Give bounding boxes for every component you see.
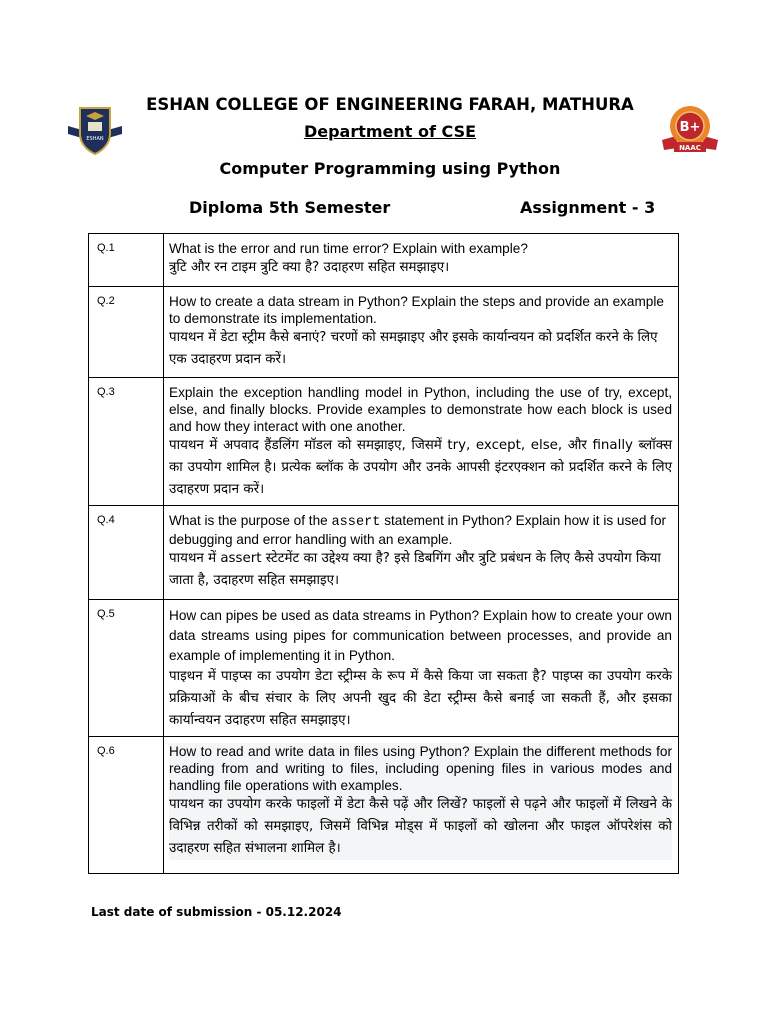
question-english: How to read and write data in files using Python? Explain the different methods for reading from and writing to files, including opening files in various modes and handling file operations with examples. — [169, 744, 672, 793]
question-text — [164, 600, 679, 737]
question-text — [164, 234, 679, 287]
assignment-label: Assignment - 3 — [520, 198, 656, 217]
question-number: Q.4 — [89, 506, 164, 600]
questions-table — [88, 233, 679, 874]
question-number: Q.3 — [89, 378, 164, 506]
question-english-part: What is the purpose of the — [169, 513, 332, 528]
question-text — [164, 378, 679, 506]
question-english: How to create a data stream in Python? Explain the steps and provide an example to demonstrate its implementation. — [169, 294, 664, 326]
submission-deadline: Last date of submission - 05.12.2024 — [91, 905, 342, 919]
question-english-part: statement in Python? Explain how it is used for debugging and error handling with an example. — [169, 513, 667, 547]
question-number: Q.6 — [89, 737, 164, 874]
question-number: Q.5 — [89, 600, 164, 737]
logo-lettering: ESHAN — [86, 136, 104, 142]
question-number: Q.2 — [89, 287, 164, 378]
question-english: What is the error and run time error? Explain with example? — [169, 241, 528, 256]
question-row — [89, 506, 679, 600]
college-name: ESHAN COLLEGE OF ENGINEERING FARAH, MATHURA — [146, 95, 634, 114]
question-text — [164, 287, 679, 378]
code-keyword: assert — [331, 515, 381, 530]
question-hindi: पायथन में assert स्टेटमेंट का उद्देश्य क्या है? इसे डिबगिंग और त्रुटि प्रबंधन के लिए कैसे उपयोग किया जाता है, उदाहरण सहित समझाइए। — [169, 551, 661, 588]
question-row — [89, 378, 679, 506]
svg-text:B+: B+ — [679, 120, 701, 135]
question-row — [89, 737, 679, 874]
question-row — [89, 600, 679, 737]
question-row — [89, 234, 679, 287]
question-english — [169, 512, 672, 548]
question-number: Q.1 — [89, 234, 164, 287]
question-hindi: पाइथन में पाइप्स का उपयोग डेटा स्ट्रीम्स के रूप में कैसे किया जा सकता है? पाइप्स का उपयोग करके प्रक्रियाओं के बीच संचार के लिए अपनी खुद की डेटा स्ट्रीम्स कैसे बनाई जा सकती हैं, और इसका कार्यान्वयन उदाहरण सहित समझाइए। — [169, 669, 672, 728]
question-text — [164, 506, 679, 600]
semester-label: Diploma 5th Semester — [189, 198, 391, 217]
question-hindi: पायथन में डेटा स्ट्रीम कैसे बनाएं? चरणों को समझाइए और इसके कार्यान्वयन को प्रदर्शित करने के लिए एक उदाहरण प्रदान करें। — [169, 330, 658, 367]
question-hindi: त्रुटि और रन टाइम त्रुटि क्या है? उदाहरण सहित समझाइए। — [169, 260, 450, 275]
question-english: How can pipes be used as data streams in Python? Explain how to create your own data streams using pipes for communication between processes, and provide an example of implementing it in Python. — [169, 608, 672, 663]
svg-text:NAAC: NAAC — [679, 144, 701, 152]
question-row — [89, 287, 679, 378]
question-text — [164, 737, 679, 874]
question-english: Explain the exception handling model in Python, including the use of try, except, else, and finally blocks. Provide examples to demonstrate how each block is used and how they interact with one another. — [169, 385, 672, 434]
question-hindi: पायथन में अपवाद हैंडलिंग मॉडल को समझाइए, जिसमें try, except, else, और finally ब्लॉक्स का उपयोग शामिल है। प्रत्येक ब्लॉक के उपयोग और उनके आपसी इंटरएक्शन को प्रदर्शित करने के लिए उदाहरण प्रदान करें। — [169, 438, 672, 497]
question-hindi: पायथन का उपयोग करके फाइलों में डेटा कैसे पढ़ें और लिखें? फाइलों से पढ़ने और फाइलों में लिखने के विभिन्न तरीकों को समझाइए, जिसमें विभिन्न मोड्स में फाइलों को खोलना और फाइल ऑपरेशंस को उदाहरण सहित संभालना शामिल है। — [169, 797, 672, 856]
course-title: Computer Programming using Python — [219, 159, 561, 178]
department-name: Department of CSE — [303, 122, 477, 141]
